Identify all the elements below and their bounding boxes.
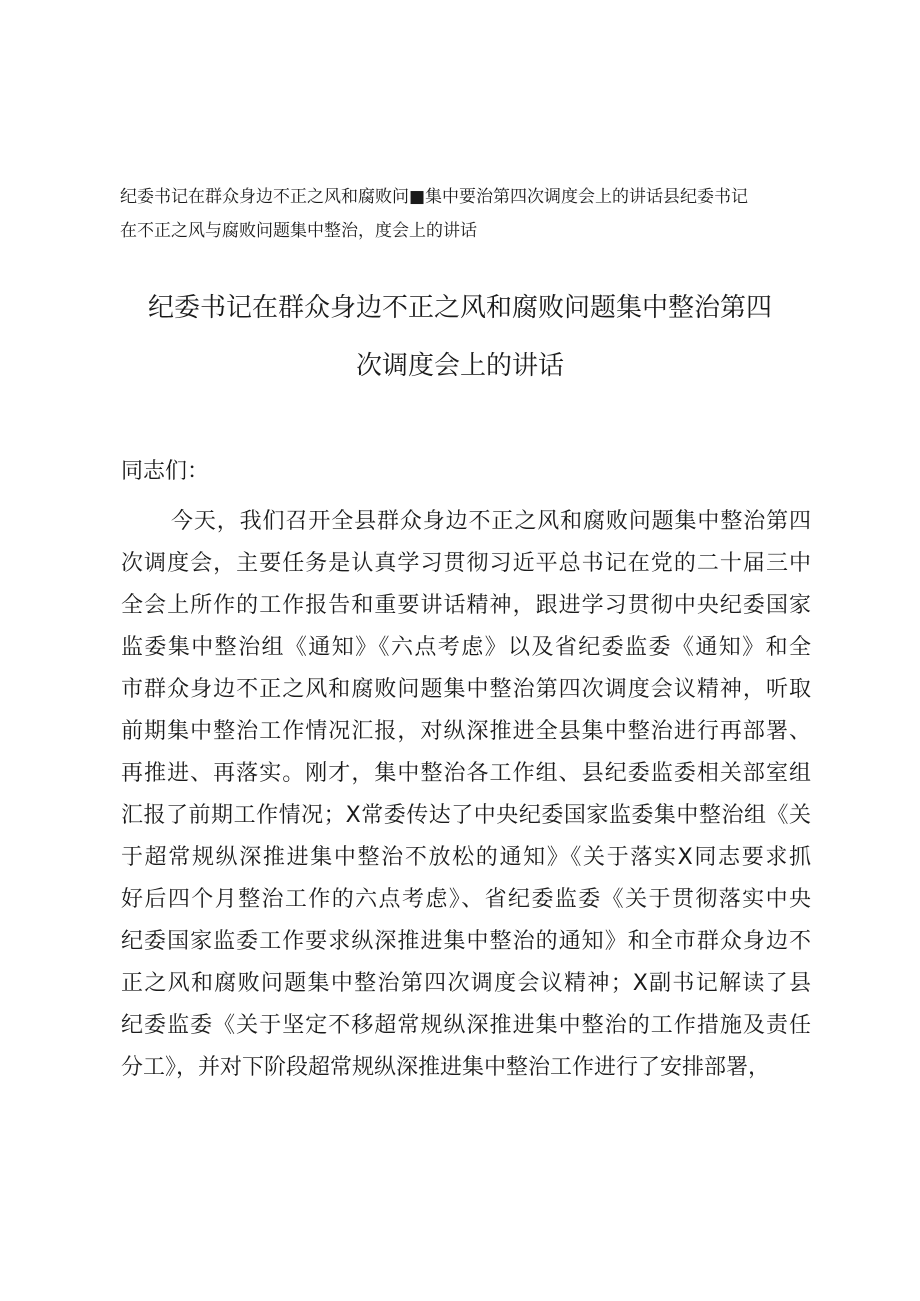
- salutation: 同志们：: [121, 459, 210, 484]
- body-line: 市群众身边不正之风和腐败问题集中整治第四次调度会议精神，听取: [121, 677, 811, 702]
- body-line: 纪委国家监委工作要求纵深推进集中整治的通知》和全市群众身边不: [121, 929, 811, 954]
- body-line: 全会上所作的工作报告和重要讲话精神，跟进学习贯彻中央纪委国家: [121, 593, 811, 618]
- speech-title-line-2: 次调度会上的讲话: [355, 351, 564, 381]
- body-line: 今天，我们召开全县群众身边不正之风和腐败问题集中整治第四: [171, 509, 811, 534]
- speech-title-line-1: 纪委书记在群众身边不正之风和腐败问题集中整治第四: [147, 293, 772, 323]
- body-line: 分工》，并对下阶段超常规纵深推进集中整治工作进行了安排部署，: [121, 1055, 771, 1080]
- file-title-line-2: 在不正之风与腐败问题集中整治，度会上的讲话: [120, 221, 477, 241]
- body-line: 于超常规纵深推进集中整治不放松的通知》《关于落实X同志要求抓: [121, 845, 811, 870]
- body-line: 汇报了前期工作情况；X常委传达了中央纪委国家监委集中整治组《关: [121, 803, 811, 828]
- file-title-line-1: 纪委书记在群众身边不正之风和腐败问■集中要治第四次调度会上的讲话县纪委书记: [120, 187, 749, 207]
- body-line: 次调度会，主要任务是认真学习贯彻习近平总书记在党的二十届三中: [121, 551, 811, 576]
- body-line: 正之风和腐败问题集中整治第四次调度会议精神；X副书记解读了县: [121, 971, 811, 996]
- body-line: 纪委监委《关于坚定不移超常规纵深推进集中整治的工作措施及责任: [121, 1013, 811, 1038]
- body-line: 再推进、再落实。刚才，集中整治各工作组、县纪委监委相关部室组: [121, 761, 811, 786]
- body-line: 前期集中整治工作情况汇报，对纵深推进全县集中整治进行再部署、: [121, 719, 811, 744]
- body-line: 监委集中整治组《通知》《六点考虑》以及省纪委监委《通知》和全: [121, 635, 811, 660]
- body-line: 好后四个月整治工作的六点考虑》、省纪委监委《关于贯彻落实中央: [121, 887, 811, 912]
